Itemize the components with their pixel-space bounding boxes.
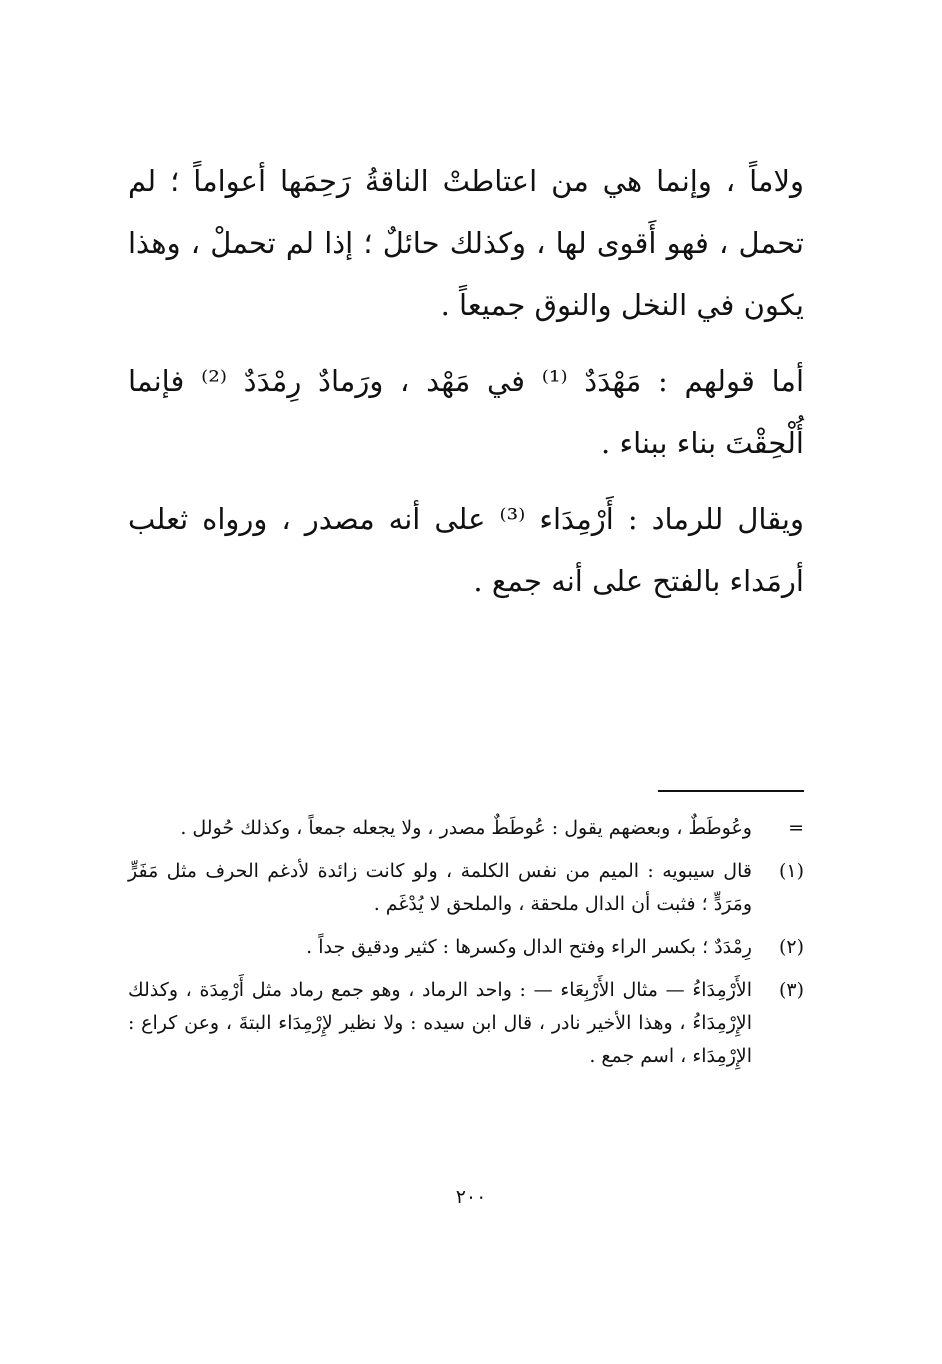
footnote-text: وعُوطَطٌ ، وبعضهم يقول : عُوطَطٌ مصدر ، ولا يجعله جمعاً ، وكذلك حُولل . (180, 817, 752, 839)
paragraph: ولاماً ، وإنما هي من اعتاطتْ الناقةُ رَحِمَها أعواماً ؛ لم تحمل ، فهو أَقوى لها ، وكذلك حائلٌ ؛ إذا لم تحملْ ، وهذا يكون في النخل والنوق جميعاً . (128, 164, 804, 322)
footnotes (128, 812, 804, 1083)
paragraph: أما قولهم : مَهْدَدٌ ⁽¹⁾ في مَهْد ، ورَمادٌ رِمْدَدٌ ⁽²⁾ فإنما أُلْحِقْتَ بناء ببناء . (128, 364, 805, 460)
footnote-marker: = (788, 817, 804, 839)
footnote (128, 812, 804, 845)
main-text (128, 150, 804, 626)
page-number: ٢٠٠ (455, 1186, 487, 1208)
footnote-divider (658, 790, 804, 792)
footnote-text: الأَرْمِدَاءُ — مثال الأَرْبِعَاء — : واحد الرماد ، وهو جمع رماد مثل أَرْمِدَة ، وكذلك الإِرْمِدَاءُ ، وهذا الأخير نادر ، قال ابن سيده : ولا نظير لإِرْمِدَاء البتةَ ، وعن كراع : الإِرْمِدَاء ، اسم جمع . (128, 979, 752, 1067)
footnote-marker: (١) (778, 860, 804, 882)
footnote (128, 855, 804, 921)
footnote-marker: (٢) (778, 936, 804, 958)
footnote (128, 931, 804, 964)
footnote-text: رِمْدَدٌ ؛ بكسر الراء وفتح الدال وكسرها : كثير ودقيق جداً . (306, 936, 752, 958)
footnote-text: قال سيبويه : الميم من نفس الكلمة ، ولو كانت زائدة لأدغم الحرف مثل مَفَرٍّ ومَرَدٍّ ؛ فثبت أن الدال ملحقة ، والملحق لا يُدْغَم . (128, 860, 752, 915)
footnote (128, 974, 804, 1073)
footnote-marker: (٣) (778, 979, 804, 1001)
paragraph: ويقال للرماد : أَرْمِدَاء ⁽³⁾ على أنه مصدر ، ورواه ثعلب أرمَداء بالفتح على أنه جمع . (128, 502, 804, 598)
